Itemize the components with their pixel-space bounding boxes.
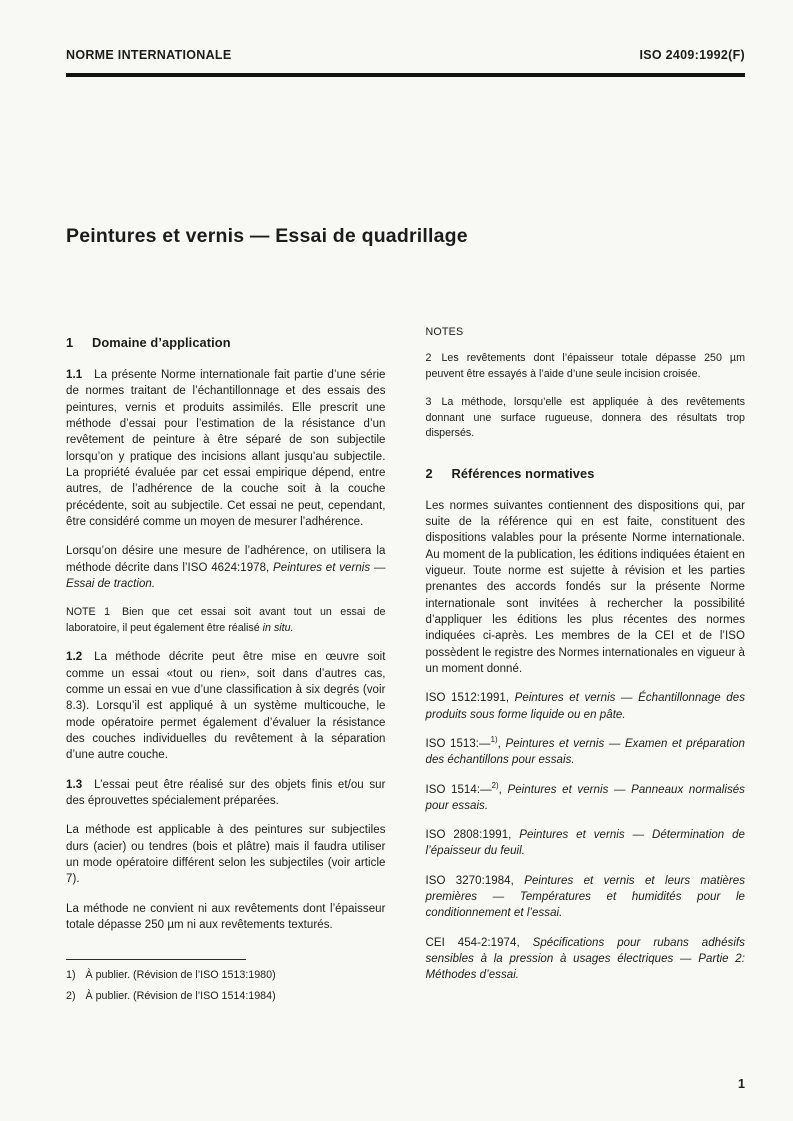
reference-item-iso-1513 [426,736,746,769]
reference-item-iso-1514 [426,782,746,815]
adhesion-method-paragraph [66,543,386,592]
page-number: 1 [738,1077,745,1091]
note-1 [66,605,386,636]
notes-heading: NOTES [425,326,464,338]
section-2-heading [426,466,746,481]
adhesion-paragraph-text: Lorsqu’on désire une mesure de l’adhérence, on utilisera la méthode décrite dans l’ISO 4624:1978, [66,545,386,574]
clause-1-3-number: 1.3 [66,778,83,791]
section-2-title: Références normatives [451,465,595,481]
reference-item-iso-1512 [426,690,746,723]
reference-id: ISO 1513:— [425,737,491,750]
clause-1-1-text: La présente Norme internationale fait partie d’une série de normes traitant de l’échantillonnage et des essais des peintures, vernis et produits assimilés. Elle prescrit une méthode d’essai pour l’estimation de la résistance d’un revêtement de peinture à être séparé de son subjectile lorsqu’on y pratique des incisions allant jusqu’au subjectile. La propriété évaluée par cet essai empirique dépend, entre autres, de l’adhérence de la couche soit à la couche précédente, soit au subjectile. Cet essai ne peut, cependant, être considéré comme un moyen de mesurer l’adhérence. [66,369,386,528]
reference-footnote-marker: 2) [491,780,499,790]
document-title: Peintures et vernis — Essai de quadrillage [66,225,468,247]
two-column-body [66,326,745,1004]
cited-standard-title: Peintures et vernis — Essai de traction. [66,561,386,590]
reference-item-iso-3270 [426,873,746,922]
note-1-latin-phrase: in situ. [262,621,294,634]
reference-title: Peintures et vernis — Détermination de l’épaisseur du feuil. [425,829,745,858]
reference-title: Peintures et vernis — Examen et préparation des échantillons pour essais. [425,737,745,767]
clause-1-1-number: 1.1 [66,369,83,381]
reference-item-iso-2808 [426,827,746,860]
reference-id: CEI 454-2:1974, [425,936,520,949]
note-2-number: 2 [425,352,432,364]
document-header [66,48,745,62]
footnote-1-marker: 1) [66,969,76,982]
footnote-separator [66,959,246,960]
clause-1-2-number: 1.2 [66,651,83,664]
reference-title: Peintures et vernis — Échantillonnage des produits sous forme liquide ou en pâte. [425,692,745,721]
header-rule [66,73,745,77]
right-column [426,326,746,1004]
note-2-text: Les revêtements dont l’épaisseur totale dépasse 250 µm peuvent être essayés à l’aide d’une seule incision croisée. [425,352,745,380]
note-1-label: NOTE 1 [66,606,111,619]
reference-title: Peintures et vernis et leurs matières premières — Températures et humidités pour le conditionnement et l’essai. [425,874,745,920]
section-1-heading [66,335,386,350]
reference-title: Spécifications pour rubans adhésifs sensibles à la pression à usages électriques — Partie 2: Méthodes d’essai. [425,936,745,982]
reference-separator: , [498,783,502,796]
left-column [66,326,386,1004]
note-3 [426,395,746,442]
reference-item-cei-454-2 [426,935,746,984]
footnote-1 [66,968,386,984]
footnote-2-text: À publier. (Révision de l’ISO 1514:1984) [85,989,276,1002]
note-3-text: La méthode, lorsqu’elle est appliquée à des revêtements donnant une surface rugueuse, donnera des résultats trop dispersés. [425,396,745,440]
reference-separator: , [497,737,501,750]
applicability-paragraph: La méthode est applicable à des peintures sur subjectiles durs (acier) ou tendres (bois et plâtre) mais il faudra utiliser un mode opératoire différent selon les subjectiles (voir article 7). [66,824,386,886]
note-1-text: Bien que cet essai soit avant tout un essai de laboratoire, il peut également être réalisé [66,606,386,634]
reference-title: Peintures et vernis — Panneaux normalisés pour essais. [425,783,745,812]
footnote-2 [66,989,386,1005]
footnote-1-text: À publier. (Révision de l’ISO 1513:1980) [85,969,276,982]
note-2 [426,351,746,382]
footnote-2-marker: 2) [66,989,76,1002]
reference-id: ISO 2808:1991, [425,829,512,842]
limitations-paragraph: La méthode ne convient ni aux revêtements dont l’épaisseur totale dépasse 250 µm ni aux revêtements texturés. [66,902,386,931]
note-3-number: 3 [425,396,432,409]
section-2-number: 2 [425,465,433,481]
clause-1-1-paragraph [66,367,386,530]
reference-id: ISO 1512:1991, [425,692,510,705]
header-document-type: NORME INTERNATIONALE [66,48,232,62]
reference-id: ISO 1514:— [425,783,492,796]
footnotes-block [66,959,386,1004]
normative-references-intro: Les normes suivantes contiennent des dispositions qui, par suite de la référence qui en est faite, constituent des dispositions valables pour la présente Norme internationale. Au moment de la publication, les éditions indiquées étaient en vigueur. Toute norme est sujette à révision et les parties prenantes des accords fondés sur la présente Norme internationale sont invitées à rechercher la possibilité d’appliquer les éditions les plus récentes des normes indiquées ci-après. Les membres de la CEI et de l’ISO possèdent le registre des Normes internationales en vigueur à un moment donné. [425,499,745,675]
clause-1-3-text: L’essai peut être réalisé sur des objets finis et/ou sur des éprouvettes spécialement préparées. [66,778,386,807]
header-standard-reference: ISO 2409:1992(F) [639,48,745,62]
reference-id: ISO 3270:1984, [425,874,514,887]
section-1-title: Domaine d’application [92,335,231,350]
clause-1-2-text: La méthode décrite peut être mise en œuvre soit comme un essai «tout ou rien», soit dans d’autres cas, comme un essai en vue d’une classification à six degrés (voir 8.3). Lorsqu’il est appliqué à un système multicouche, le mode opératoire permet également d’évaluer la résistance des couches individuelles du revêtement à la séparation d’une autre couche. [66,651,386,762]
reference-footnote-marker: 1) [490,735,498,745]
clause-1-2-paragraph [66,649,386,763]
section-1-number: 1 [66,335,74,350]
clause-1-3-paragraph [66,777,386,810]
